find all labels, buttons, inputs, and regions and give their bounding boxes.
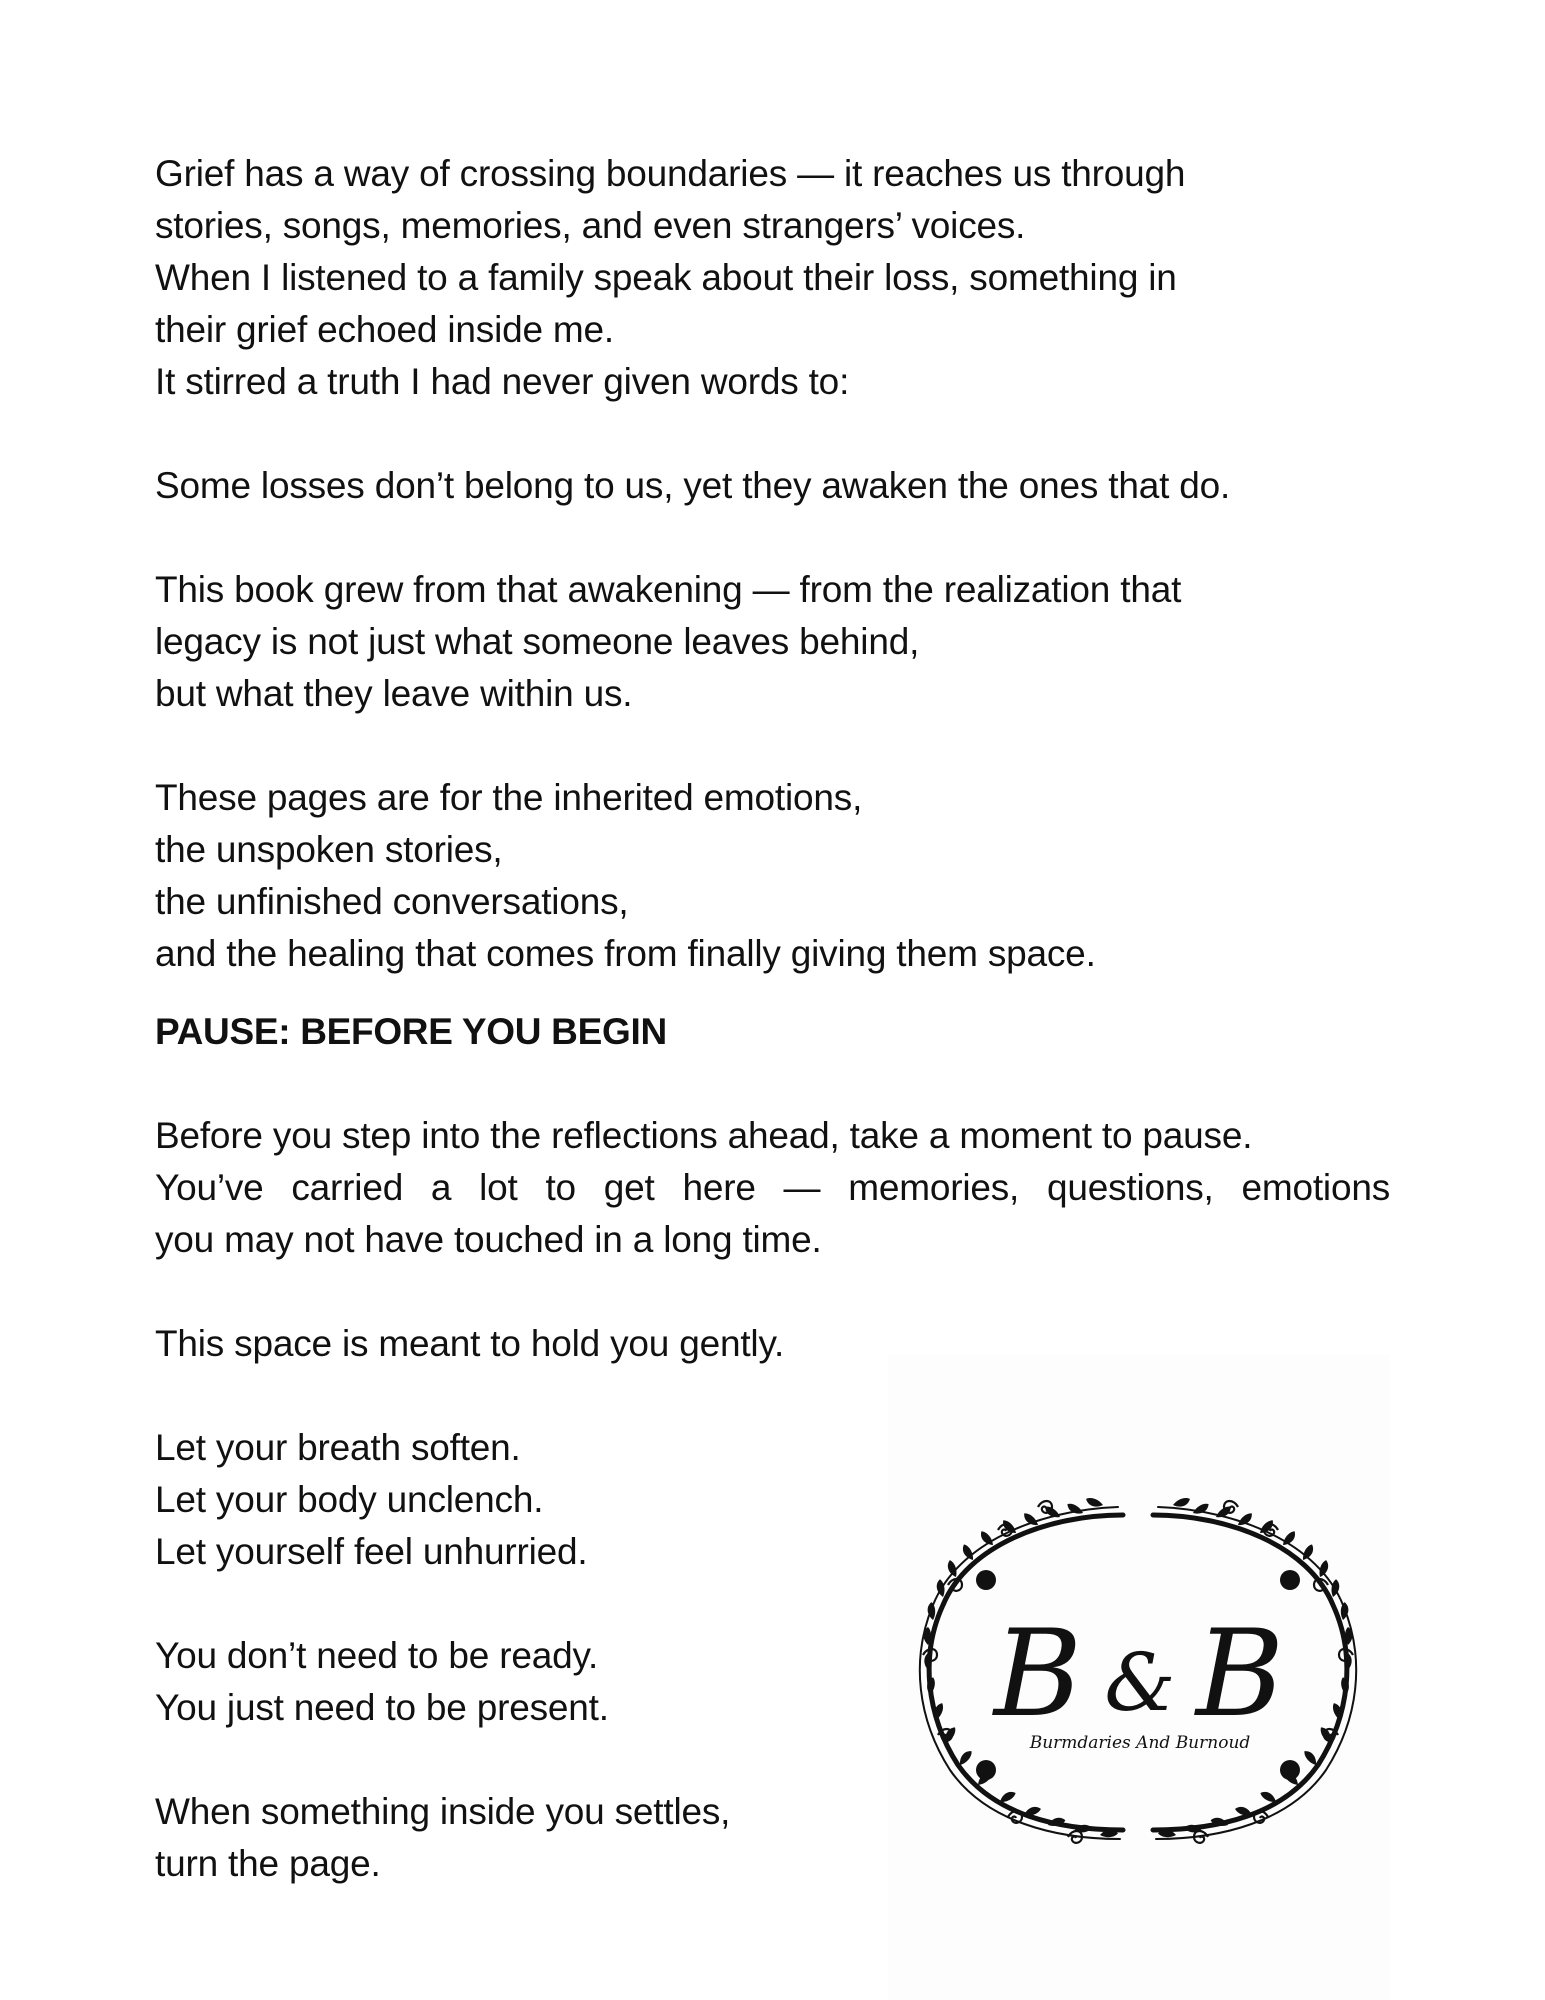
logo-tagline: Burmdaries And Burnoud bbox=[1029, 1733, 1251, 1753]
book-line-2: legacy is not just what someone leaves behind, bbox=[155, 621, 920, 662]
section-heading: PAUSE: BEFORE YOU BEGIN bbox=[155, 1011, 667, 1052]
pages-line-4: and the healing that comes from finally giving them space. bbox=[155, 933, 1096, 974]
spacer bbox=[155, 1266, 1390, 1318]
pause-paragraph bbox=[155, 1110, 1390, 1266]
let-line-3: Let yourself feel unhurried. bbox=[155, 1531, 588, 1572]
pause-line-2: You’ve carried a lot to get here — memories, questions, emotions bbox=[155, 1167, 1390, 1208]
ready-line-1: You don’t need to be ready. bbox=[155, 1635, 599, 1676]
turn-line-1: When something inside you settles, bbox=[155, 1791, 731, 1832]
ornate-wreath-icon bbox=[888, 1355, 1390, 2000]
intro-line-1: Grief has a way of crossing boundaries — it reaches us through bbox=[155, 153, 1186, 194]
intro-line-3: When I listened to a family speak about their loss, something in bbox=[155, 257, 1177, 298]
intro-line-4: their grief echoed inside me. bbox=[155, 309, 615, 350]
book-line-1: This book grew from that awakening — from the realization that bbox=[155, 569, 1182, 610]
spacer bbox=[155, 408, 1390, 460]
key-quote: Some losses don’t belong to us, yet they awaken the ones that do. bbox=[155, 465, 1231, 506]
let-line-1: Let your breath soften. bbox=[155, 1427, 521, 1468]
pages-line-3: the unfinished conversations, bbox=[155, 881, 629, 922]
pause-line-3: you may not have touched in a long time. bbox=[155, 1219, 822, 1260]
hold-line: This space is meant to hold you gently. bbox=[155, 1323, 785, 1364]
intro-line-5: It stirred a truth I had never given words to: bbox=[155, 361, 850, 402]
monogram-left: B bbox=[993, 1605, 1083, 1744]
spacer bbox=[155, 512, 1390, 564]
monogram-right: B bbox=[1195, 1605, 1285, 1744]
pause-line-1: Before you step into the reflections ahead, take a moment to pause. bbox=[155, 1115, 1253, 1156]
pages-line-1: These pages are for the inherited emotions, bbox=[155, 777, 863, 818]
intro-line-2: stories, songs, memories, and even strangers’ voices. bbox=[155, 205, 1026, 246]
spacer bbox=[155, 720, 1390, 772]
pages-line-2: the unspoken stories, bbox=[155, 829, 503, 870]
brand-logo bbox=[888, 1355, 1390, 2000]
book-line-3: but what they leave within us. bbox=[155, 673, 633, 714]
ready-line-2: You just need to be present. bbox=[155, 1687, 609, 1728]
let-line-2: Let your body unclench. bbox=[155, 1479, 544, 1520]
monogram-ampersand: & bbox=[1104, 1636, 1176, 1729]
turn-line-2: turn the page. bbox=[155, 1843, 381, 1884]
